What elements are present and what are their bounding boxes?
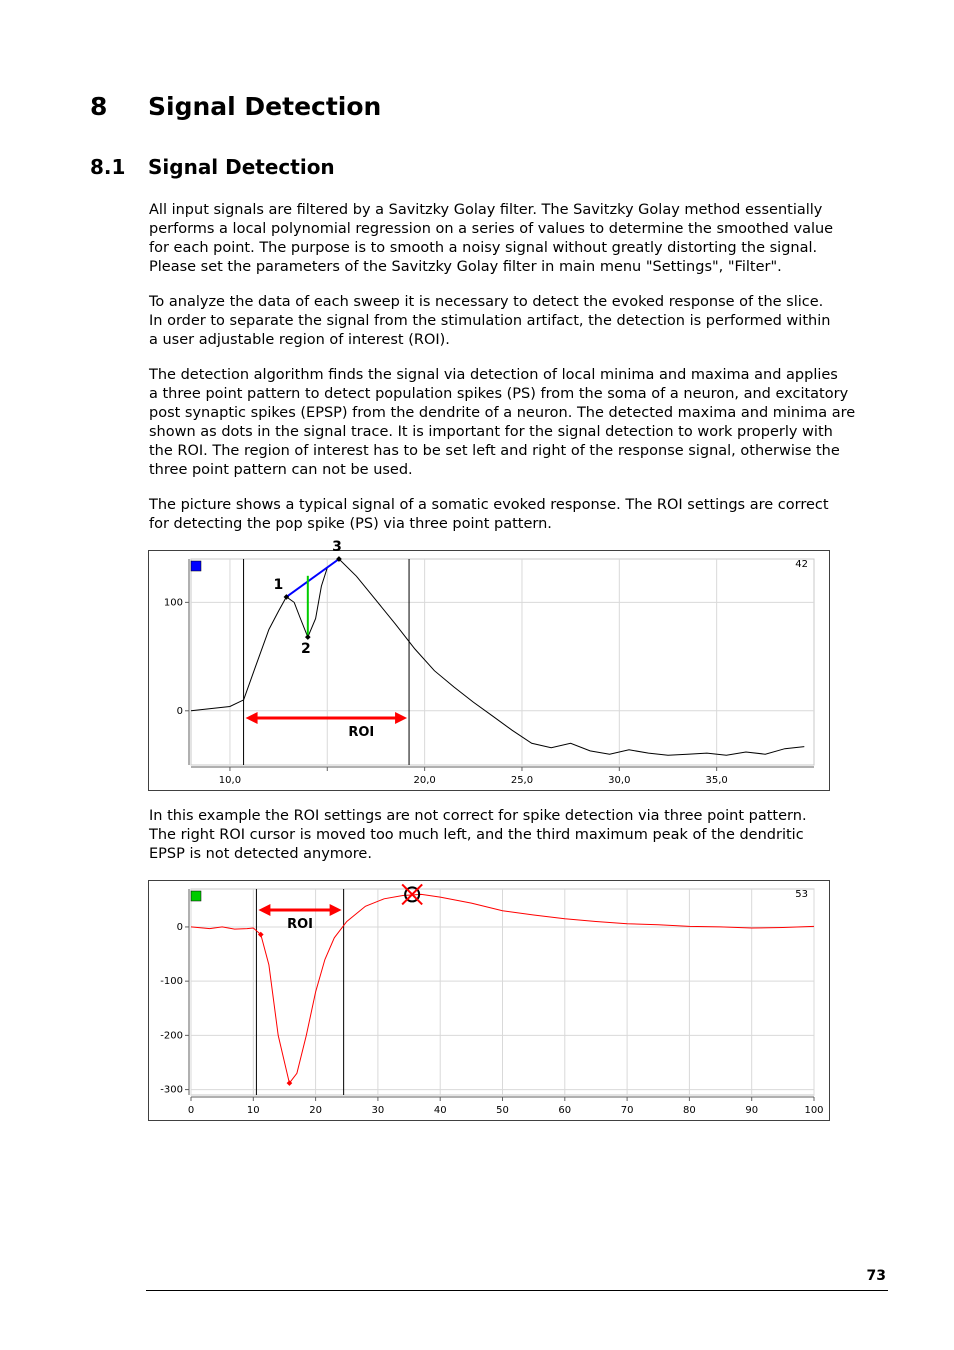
y-tick-label: 0: [176, 705, 183, 717]
text-line: three point pattern can not be used.: [149, 462, 413, 478]
footer-rule: [146, 1290, 888, 1291]
figure-somatic-response: [148, 539, 830, 791]
paragraph-roi: [149, 293, 879, 350]
y-tick-label: 100: [163, 597, 183, 609]
section-number: 8.1: [90, 155, 126, 179]
chapter-title: Signal Detection: [148, 92, 382, 121]
trace-number-label: 42: [795, 559, 808, 570]
text-line: In order to separate the signal from the stimulation artifact, the detection is performed within: [149, 313, 831, 329]
roi-label: ROI: [287, 917, 313, 932]
page-number: 73: [866, 1268, 886, 1284]
text-line: The detection algorithm finds the signal via detection of local minima and maxima and applies: [149, 367, 838, 383]
chart-dendritic-response: [149, 881, 829, 1120]
x-tick-label: 10: [246, 1105, 260, 1116]
x-tick-label: 20: [309, 1105, 322, 1116]
x-tick-label: 80: [683, 1105, 696, 1116]
text-line: To analyze the data of each sweep it is necessary to detect the evoked response of the slice.: [149, 294, 824, 310]
channel-marker-icon: [191, 561, 201, 571]
x-tick-label: 10,0: [218, 775, 242, 786]
section-title: Signal Detection: [148, 155, 335, 179]
text-line: for detecting the pop spike (PS) via three point pattern.: [149, 516, 552, 532]
channel-marker-icon: [191, 891, 201, 901]
x-tick-label: 100: [804, 1105, 824, 1116]
text-line: All input signals are filtered by a Savitzky Golay filter. The Savitzky Golay method essentially: [149, 202, 823, 218]
x-tick-label: 90: [745, 1105, 759, 1116]
x-tick-label: 30,0: [608, 775, 631, 786]
x-tick-label: 25,0: [510, 775, 534, 786]
y-tick-label: -300: [160, 1084, 183, 1096]
trace-number-label: 53: [795, 889, 808, 900]
paragraph-figure2-caption: [149, 807, 879, 864]
detected-point-label: 1: [273, 576, 284, 593]
paragraph-savitzky-golay: [149, 201, 879, 277]
text-line: post synaptic spikes (EPSP) from the dendrite of a neuron. The detected maxima and minima are: [149, 405, 856, 421]
text-line: the ROI. The region of interest has to be set left and right of the response signal, otherwise the: [149, 443, 840, 459]
figure-dendritic-response: [148, 880, 830, 1121]
text-line: for each point. The purpose is to smooth a noisy signal without greatly distorting the signal.: [149, 240, 818, 256]
text-line: The right ROI cursor is moved too much left, and the third maximum peak of the dendritic: [149, 827, 804, 843]
chapter-heading: [90, 92, 381, 121]
x-tick-label: 35,0: [705, 775, 728, 786]
y-tick-label: -200: [160, 1030, 183, 1042]
x-tick-label: 30: [371, 1105, 385, 1116]
x-tick-label: 50: [496, 1105, 509, 1116]
chapter-number: 8: [90, 92, 108, 121]
y-tick-label: 0: [176, 921, 183, 933]
x-tick-label: 0: [187, 1105, 195, 1116]
chart-somatic-response: [149, 539, 829, 790]
section-heading: [90, 155, 335, 179]
x-tick-label: 40: [433, 1105, 447, 1116]
text-line: shown as dots in the signal trace. It is important for the signal detection to work properly with: [149, 424, 833, 440]
detected-point-label: 3: [332, 539, 342, 555]
detected-point-label: 2: [300, 641, 311, 658]
x-tick-label: 60: [558, 1105, 572, 1116]
text-line: a user adjustable region of interest (ROI).: [149, 332, 450, 348]
paragraph-figure1-caption: [149, 496, 879, 534]
text-line: a three point pattern to detect population spikes (PS) from the soma of a neuron, and excitatory: [149, 386, 849, 402]
y-tick-label: -100: [160, 976, 183, 988]
roi-label: ROI: [348, 725, 375, 740]
x-tick-label: 20,0: [413, 775, 436, 786]
text-line: EPSP is not detected anymore.: [149, 846, 372, 862]
text-line: The picture shows a typical signal of a somatic evoked response. The ROI settings are correct: [149, 497, 829, 513]
text-line: Please set the parameters of the Savitzky Golay filter in main menu "Settings", "Filter".: [149, 259, 782, 275]
paragraph-detection-algorithm: [149, 366, 879, 480]
text-line: performs a local polynomial regression on a series of values to determine the smoothed value: [149, 221, 834, 237]
x-tick-label: 70: [620, 1105, 634, 1116]
text-line: In this example the ROI settings are not correct for spike detection via three point pattern.: [149, 808, 807, 824]
plot-frame: [191, 559, 814, 765]
